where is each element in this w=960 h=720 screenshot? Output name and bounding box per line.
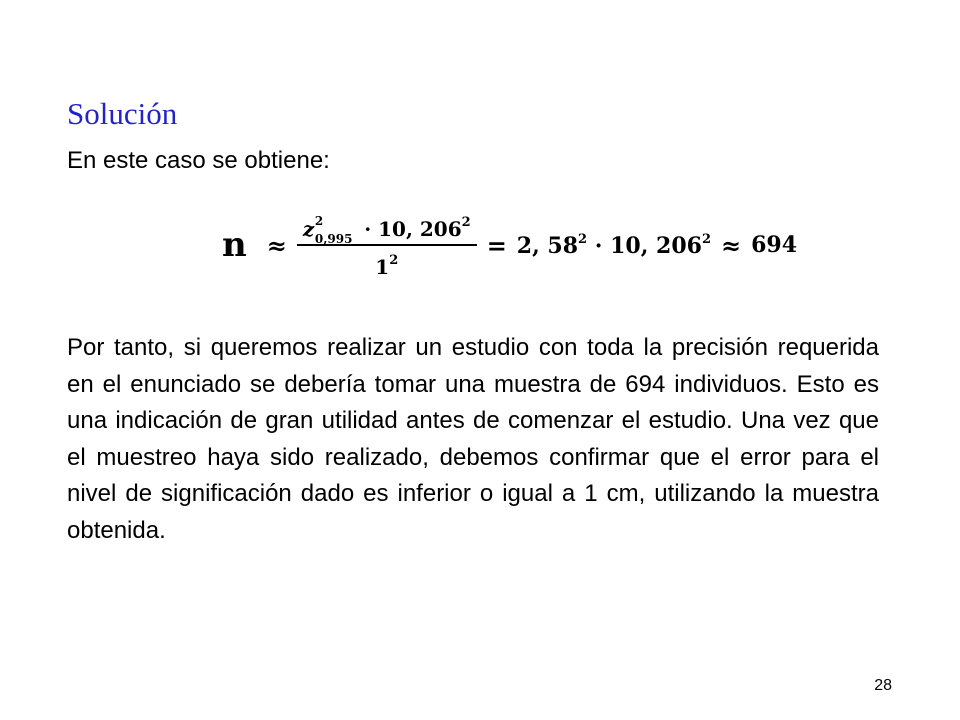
formula-numerator-rest: · 10, 206 — [364, 217, 462, 241]
formula-numerator-exponent: 2 — [461, 215, 471, 230]
formula-lhs: n — [222, 225, 247, 265]
formula-approx-sign: ≈ — [266, 230, 287, 260]
formula-denominator: $1^2$ — [375, 253, 399, 279]
page-number: 28 — [874, 677, 892, 694]
formula-z-symbol: z 2 0,995 — [303, 216, 314, 242]
formula-z-subscript: 0,995 — [314, 232, 353, 246]
intro-text: En este caso se obtiene: — [67, 147, 330, 174]
sample-size-formula — [222, 210, 798, 280]
formula-middle-term: 2, $58^2 \cdot 10$, $206^2$ — [516, 231, 711, 259]
formula-z-exponent: 2 — [314, 214, 324, 228]
formula-result: 694 — [751, 232, 798, 258]
formula-equals-sign: = — [486, 230, 507, 260]
slide-title: Solución — [67, 96, 178, 131]
formula-approx-sign-2: ≈ — [721, 230, 742, 260]
conclusion-paragraph: Por tanto, si queremos realizar un estudio con toda la precisión requerida en el enunciado se debería tomar una muestra de 694 individuos. Esto es una indicación de gran utilidad antes de comenzar el estudio. Una vez que el muestreo haya sido realizado, debemos confirmar que el error para el nivel de significación dado es inferior o igual a 1 cm, utilizando la muestra obtenida. — [67, 334, 879, 544]
formula-fraction — [297, 210, 477, 280]
formula-numerator — [297, 210, 477, 244]
